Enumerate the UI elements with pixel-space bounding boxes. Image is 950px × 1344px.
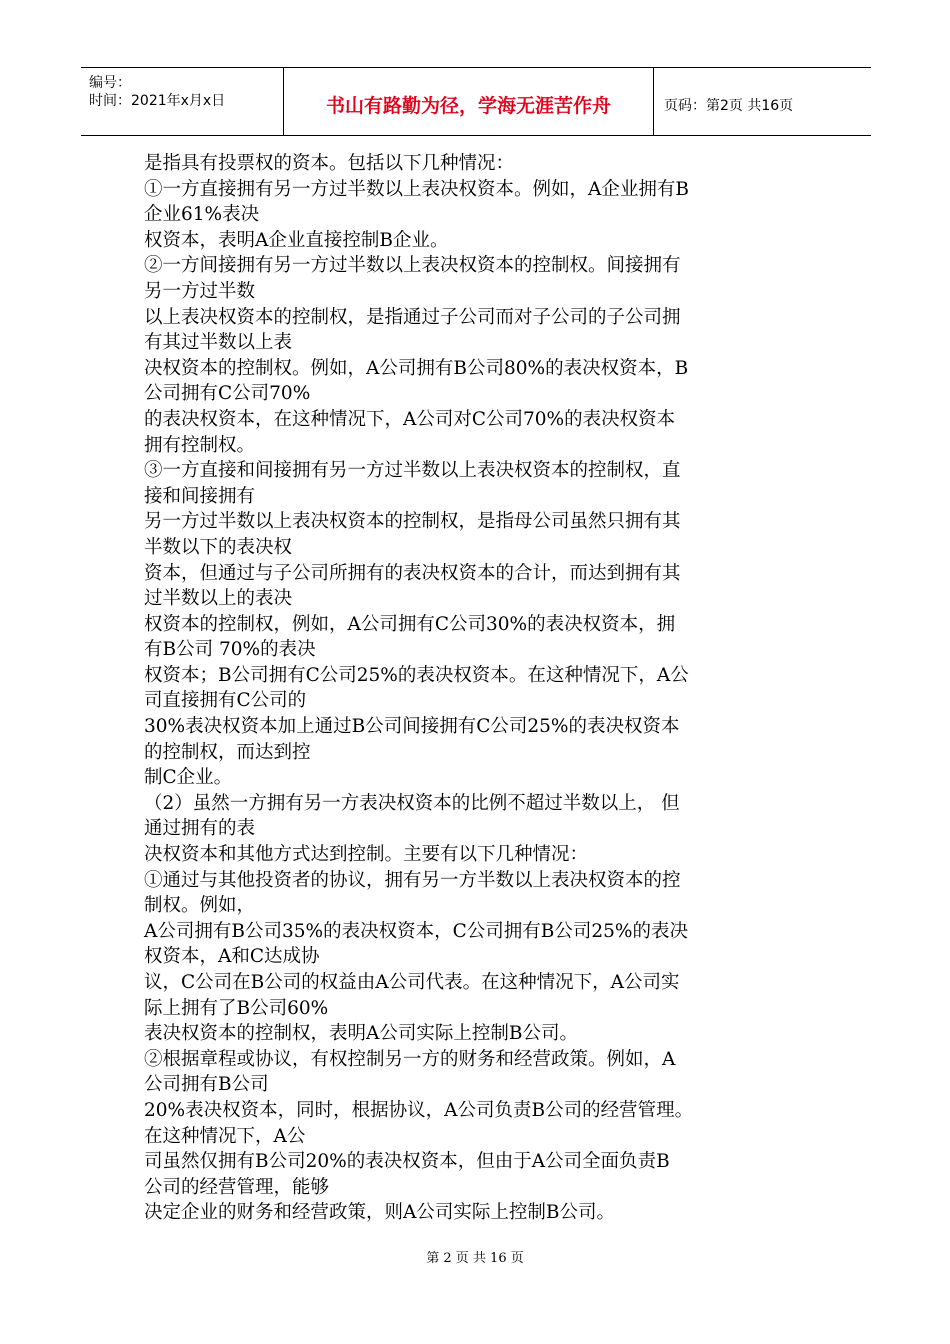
body-line: 权资本；B公司拥有C公司25%的表决权资本。在这种情况下，A公 xyxy=(144,664,689,686)
body-line: 决权资本的控制权。例如，A公司拥有B公司80%的表决权资本，B xyxy=(144,357,689,379)
body-line: 的控制权，而达到控 xyxy=(144,741,311,763)
body-line: 司虽然仅拥有B公司20%的表决权资本，但由于A公司全面负责B xyxy=(144,1151,670,1173)
body-line: ②根据章程或协议，有权控制另一方的财务和经营政策。例如，A xyxy=(144,1048,676,1070)
body-line: ①一方直接拥有另一方过半数以上表决权资本。例如，A企业拥有B xyxy=(144,178,689,200)
body-line: 公司的经营管理，能够 xyxy=(144,1176,330,1198)
body-line: 在这种情况下，A公 xyxy=(144,1125,306,1147)
document-body xyxy=(144,151,824,1226)
body-line: 资本，但通过与子公司所拥有的表决权资本的合计，而达到拥有其 xyxy=(144,562,681,584)
body-line: ③一方直接和间接拥有另一方过半数以上表决权资本的控制权，直 xyxy=(144,460,681,482)
body-line: 权资本，表明A企业直接控制B企业。 xyxy=(144,229,449,251)
header-motto: 书山有路勤为径，学海无涯苦作舟 xyxy=(284,68,654,135)
body-line: 有B公司 70%的表决 xyxy=(144,639,316,661)
header-time: 时间：2021年x月x日 xyxy=(89,93,226,109)
body-line: 制权。例如， xyxy=(144,895,256,917)
body-line: 有其过半数以上表 xyxy=(144,332,293,354)
body-line: 过半数以上的表决 xyxy=(144,588,293,610)
body-line: 以上表决权资本的控制权，是指通过子公司而对子公司的子公司拥 xyxy=(144,306,681,328)
body-line: 另一方过半数以上表决权资本的控制权，是指母公司虽然只拥有其 xyxy=(144,511,681,533)
header-meta xyxy=(81,68,284,135)
body-line: 另一方过半数 xyxy=(144,280,256,302)
header-page-number: 页码：第2页 共16页 xyxy=(664,97,794,114)
body-line: 权资本的控制权，例如，A公司拥有C公司30%的表决权资本，拥 xyxy=(144,613,676,635)
body-line: 际上拥有了B公司60% xyxy=(144,997,329,1019)
body-line: 制C企业。 xyxy=(144,767,233,789)
page-header xyxy=(81,67,871,136)
body-line: 是指具有投票权的资本。包括以下几种情况： xyxy=(144,153,515,174)
body-line: 拥有控制权。 xyxy=(144,434,256,456)
body-line: 公司拥有B公司 xyxy=(144,1074,269,1096)
body-line: 半数以下的表决权 xyxy=(144,536,293,558)
body-line: 权资本，A和C达成协 xyxy=(144,946,320,968)
header-number: 编号： xyxy=(89,75,131,91)
page-footer: 第 2 页 共 16 页 xyxy=(426,1251,524,1266)
body-line: 决定企业的财务和经营政策，则A公司实际上控制B公司。 xyxy=(144,1202,615,1224)
body-line: 的表决权资本，在这种情况下，A公司对C公司70%的表决权资本 xyxy=(144,408,676,430)
body-line: ②一方间接拥有另一方过半数以上表决权资本的控制权。间接拥有 xyxy=(144,255,681,277)
body-line: 通过拥有的表 xyxy=(144,818,256,840)
body-line: 表决权资本的控制权，表明A公司实际上控制B公司。 xyxy=(144,1023,578,1045)
body-line: 企业61%表决 xyxy=(144,204,260,226)
body-line: A公司拥有B公司35%的表决权资本，C公司拥有B公司25%的表决 xyxy=(144,920,688,942)
body-line: 20%表决权资本，同时，根据协议，A公司负责B公司的经营管理。 xyxy=(144,1099,694,1121)
body-line: 司直接拥有C公司的 xyxy=(144,690,307,712)
body-line: ①通过与其他投资者的协议，拥有另一方半数以上表决权资本的控 xyxy=(144,869,681,891)
body-line: 决权资本和其他方式达到控制。主要有以下几种情况： xyxy=(144,844,589,866)
body-line: （2）虽然一方拥有另一方表决权资本的比例不超过半数以上， 但 xyxy=(144,792,680,814)
body-line: 公司拥有C公司70% xyxy=(144,383,311,405)
body-line: 议，C公司在B公司的权益由A公司代表。在这种情况下，A公司实 xyxy=(144,972,680,993)
body-line: 30%表决权资本加上通过B公司间接拥有C公司25%的表决权资本 xyxy=(144,716,680,738)
body-line: 接和间接拥有 xyxy=(144,485,256,507)
